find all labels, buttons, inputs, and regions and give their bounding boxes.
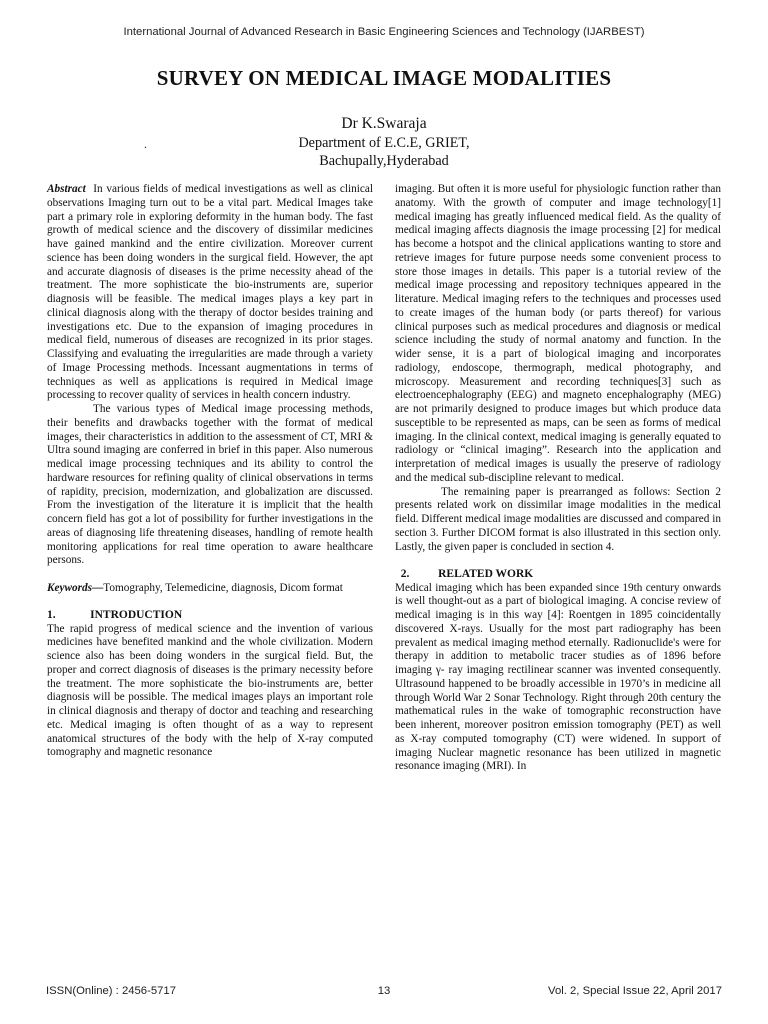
paper-organization-text: The remaining paper is prearranged as follows: Section 2 presents related work on dissimilar image modalities in the medical field. Different medical image modalities are discussed and compared in section 3. Further DICOM format is also illustrated in this section only. Lastly, the given paper is concluded in section 4. <box>395 485 721 553</box>
section-1-text: The rapid progress of medical science and the invention of various medicines have benefited mankind and the whole civilization. Modern science also has been doing wonders in the surgical field. But, the proper and correct diagnosis of diseases is the primary necessity before the treatment. The more sophisticate the bio-instruments are, better diagnosis will be possible. The medical images plays an important role in clinical diagnosis and therapy of doctor and teaching and researching etc. Medical imaging is often thought of as a way to represent anatomical structures of the body with the help of X-ray computed tomography and magnetic resonance <box>47 622 373 759</box>
keywords-text: Tomography, Telemedicine, diagnosis, Dicom format <box>103 581 343 594</box>
affiliation <box>0 135 768 170</box>
abstract-text-1: In various fields of medical investigations as well as clinical observations Imaging turn out to be a vital part. Medical Images take part a primary role in exploring deformity in the human body. The fast growth of medical science and the discovery of dissimilar medicines have gained mankind and the entire civilization. Moreover current science has been doing wonders in the surgical field. However, the apt and accurate diagnosis of diseases is the prime necessity ahead of the treatment. The more sophisticate the bio-instruments are, superior diagnosis will be feasible. The medical images plays a key part in clinical diagnosis along with the therapy of doctor besides training and investigations etc. Due to the expansion of imaging procedures in medical field, numerous of diseases are recognized in its prior stages. Classifying and evaluating the irregularities are made through a variety of Image Processing methods. Incessant augmentations in terms of techniques as well as applications is required in Medical image processing to recover quality of services in health concern industry. <box>47 183 373 402</box>
section-1-heading <box>47 609 373 623</box>
section-1-title: INTRODUCTION <box>90 608 183 621</box>
abstract-paragraph-1 <box>47 183 373 403</box>
author-name: Dr K.Swaraja <box>341 115 427 132</box>
footer-issn: ISSN(Online) : 2456-5717 <box>46 985 176 997</box>
footer-volume: Vol. 2, Special Issue 22, April 2017 <box>548 985 722 997</box>
abstract-paragraph-2: The various types of Medical image processing methods, their benefits and drawbacks together with the format of medical images, their characteristics in addition to the assessment of CT, MRI & Ultra sound imaging are conferred in brief in this paper. Also numerous medical image processing techniques and its ability to control the hardware resources for refining quality of clinical observations in terms of rapidity, precision, modernization, and globalization are discussed. From the investigation of the literature it is implicit that the health concern field has got a lot of possibility for further investigations in the areas of diagnosing life threatening diseases, handling of remote health monitoring applications for real time operation to aware healthcare persons. <box>47 403 373 567</box>
paper-title: SURVEY ON MEDICAL IMAGE MODALITIES <box>156 66 612 90</box>
left-column <box>47 183 373 760</box>
section-2-text: Medical imaging which has been expanded since 19th century onwards is well thought-out as a part of biological imaging. A concise review of medical imaging is in this way [4]: Roentgen in 1895 coincidentally discovered X-rays. Usually for the most part radiography has been prevalent as medical imaging method eternally. Radionuclide's were for therapy in addition to metabolic tracer studies as of 1896 before imaging γ- ray imaging rectilinear scanner was invented consequently. Ultrasound happened to be broadly accessible in 1970’s in medicine all through World War 2 Sonar Technology. Right through 20th century the mathematical rules in the wake of tomographic reconstruction have been inherent, moreover positron emission tomography (PET) as well as X-ray computed tomography (CT) were widened. In support of imaging Nuclear magnetic resonance has been utilized in magnetic resonance imaging (MRI). In <box>395 581 721 773</box>
journal-header: International Journal of Advanced Research in Basic Engineering Sciences and Technology (IJARBEST) <box>123 26 645 38</box>
keywords: Keywords—Tomography, Telemedicine, diagnosis, Dicom format <box>47 581 343 594</box>
right-column <box>395 183 721 774</box>
section-2-heading <box>395 568 721 582</box>
section-2-number: 2. <box>400 567 410 580</box>
intro-continued-text: imaging. But often it is more useful for physiologic function rather than anatomy. With the growth of computer and image technology[1] medical imaging has greatly influenced medical field. As the quality of medical imaging affects diagnosis the image processing [2] for medical has become a hotspot and the clinical applications wanting to store and retrieve images for future purpose needs some convenient process to store those images in details. This paper is a tutorial review of the medical image processing and repository techniques appeared in the literature. Medical imaging refers to the techniques and processes used to create images of the human body (or parts thereof) for various clinical purposes such as medical procedures and diagnosis or medical science including the study of normal anatomy and function. In the wider sense, it is a part of biological imaging and incorporates radiology, endoscope, thermograph, medical photography, and microscopy. Measurement and recording techniques[3] such as electroencephalography (EEG) and magneto encephalography (MEG) are not primarily designed to produce images but which produce data susceptible to be represented as maps, can be seen as forms of medical imaging. In the clinical context, medical imaging is generally equated to radiology or “clinical imaging”. Research into the application and interpretation of medical images is usually the preserve of radiology and the medical sub-discipline relevant to medical. <box>395 183 721 484</box>
section-2-title: RELATED WORK <box>438 567 534 580</box>
keywords-label: Keywords <box>47 581 92 594</box>
section-1-number: 1. <box>47 608 56 621</box>
footer-page-number: 13 <box>377 985 391 997</box>
department: Department of E.C.E, GRIET, <box>298 135 470 151</box>
location: Bachupally,Hyderabad <box>319 152 449 169</box>
abstract-label: Abstract <box>47 183 86 195</box>
stray-mark: . <box>144 137 147 151</box>
